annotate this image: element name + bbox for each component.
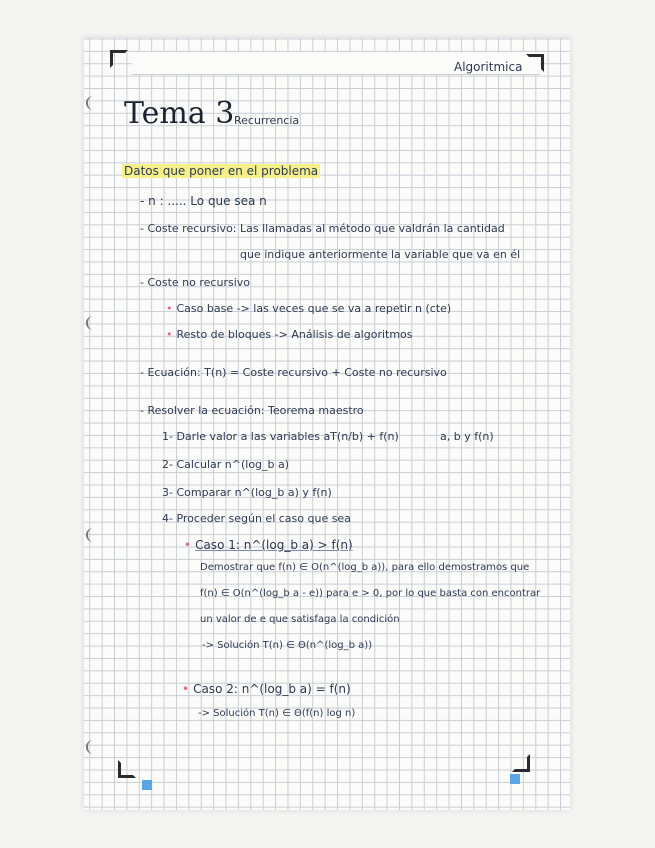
item-resto-bloques: • Resto de bloques -> Análisis de algoritmos bbox=[166, 328, 413, 341]
subject-label: Algoritmica bbox=[454, 60, 523, 74]
case-1-line-2: f(n) ∈ O(n^(log_b a - e)) para e > 0, por lo que basta con encontrar bbox=[200, 588, 541, 599]
blue-marker-left bbox=[142, 780, 152, 790]
binder-hole-mark bbox=[86, 316, 96, 330]
step-2: 2- Calcular n^(log_b a) bbox=[162, 458, 290, 471]
step-1: 1- Darle valor a las variables aT(n/b) + f(n) bbox=[162, 430, 399, 443]
item-n: - n : ..... Lo que sea n bbox=[140, 194, 267, 208]
corner-mark-top-right bbox=[526, 54, 544, 72]
case-1-line-1: Demostrar que f(n) ∈ O(n^(log_b a)), para ello demostramos que bbox=[200, 562, 530, 573]
page-title: Tema 3 bbox=[124, 96, 235, 131]
item-coste-no-recursivo: - Coste no recursivo bbox=[140, 276, 250, 289]
binder-hole-mark bbox=[86, 740, 96, 754]
item-coste-recursivo-cont: que indique anteriormente la variable que va en él bbox=[240, 248, 521, 261]
corner-mark-top-left bbox=[110, 50, 128, 68]
step-1-vars: a, b y f(n) bbox=[440, 430, 494, 443]
section-heading: Datos que poner en el problema bbox=[124, 164, 319, 178]
corner-mark-bottom-left bbox=[118, 760, 136, 778]
case-2-solution: -> Solución T(n) ∈ Θ(f(n) log n) bbox=[198, 708, 356, 719]
case-1-solution: -> Solución T(n) ∈ Θ(n^(log_b a)) bbox=[202, 640, 373, 651]
step-3: 3- Comparar n^(log_b a) y f(n) bbox=[162, 486, 332, 499]
step-4: 4- Proceder según el caso que sea bbox=[162, 512, 351, 525]
binder-hole-mark bbox=[86, 528, 96, 542]
page-subtitle: Recurrencia bbox=[234, 114, 300, 127]
case-1: • Caso 1: n^(log_b a) > f(n) bbox=[184, 538, 353, 552]
case-2: • Caso 2: n^(log_b a) = f(n) bbox=[182, 682, 351, 696]
binder-hole-mark bbox=[86, 96, 96, 110]
blue-marker-right bbox=[510, 774, 520, 784]
item-ecuacion: - Ecuación: T(n) = Coste recursivo + Coste no recursivo bbox=[140, 366, 447, 379]
item-caso-base: • Caso base -> las veces que se va a repetir n (cte) bbox=[166, 302, 452, 315]
case-1-line-3: un valor de e que satisfaga la condición bbox=[200, 614, 400, 625]
item-resolver: - Resolver la ecuación: Teorema maestro bbox=[140, 404, 364, 417]
notebook-page bbox=[84, 38, 570, 810]
item-coste-recursivo: - Coste recursivo: Las llamadas al método que valdrán la cantidad bbox=[140, 222, 505, 235]
corner-mark-bottom-right bbox=[512, 754, 530, 772]
